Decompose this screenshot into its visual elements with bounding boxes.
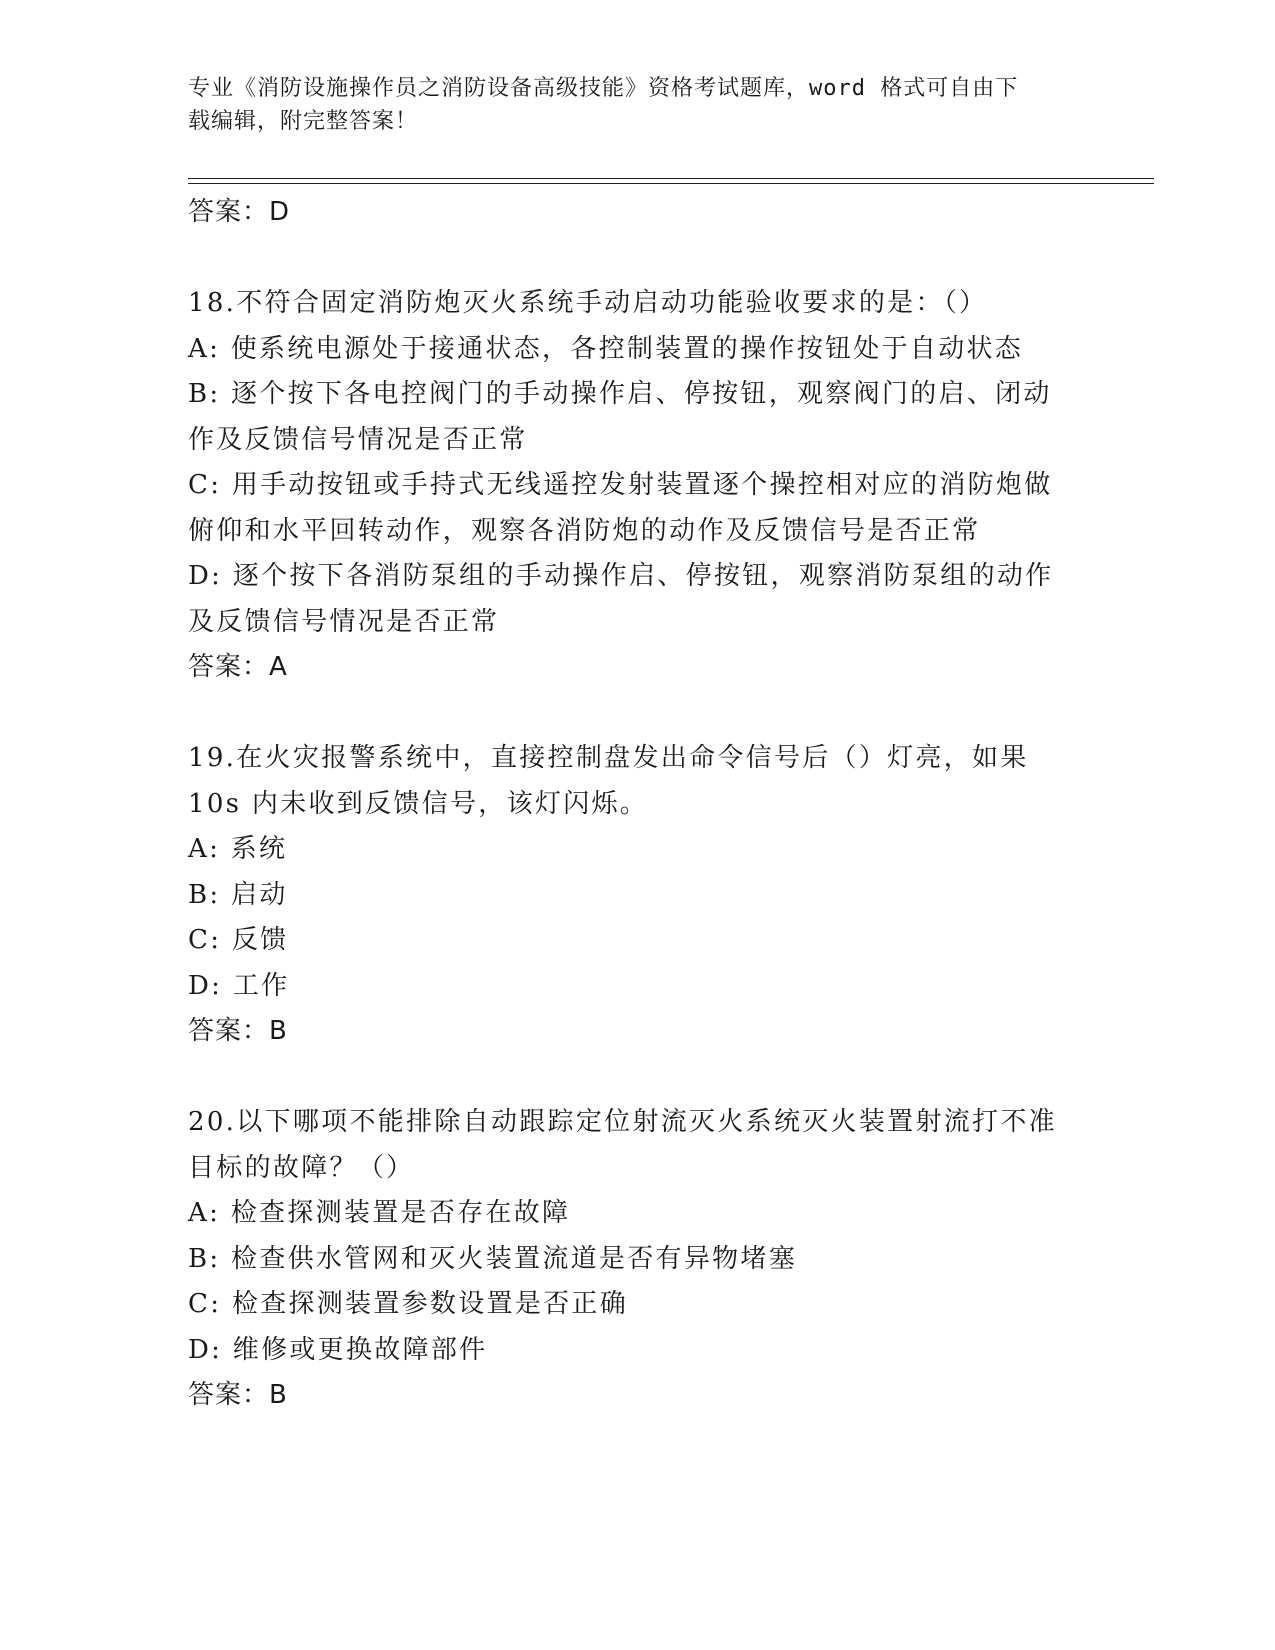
document-page: [188, 0, 1168, 1650]
question-18: [188, 281, 1068, 691]
option-d: D: 工作: [188, 970, 290, 1001]
option-c: C: 反馈: [188, 925, 289, 955]
option-a: A: 检查探测装置是否存在故障: [188, 1198, 571, 1228]
question-stem: 19.在火灾报警系统中，直接控制盘发出命令信号后（）灯亮，如果: [188, 743, 1029, 773]
option-d-cont: 及反馈信号情况是否正常: [188, 606, 500, 637]
option-d: D: 维修或更换故障部件: [188, 1334, 488, 1365]
answer-17: 答案：D: [188, 197, 291, 227]
spacer: [188, 236, 1068, 282]
document-body: [188, 190, 1068, 1419]
question-20: [188, 1100, 1068, 1419]
header-line-2: 载编辑，附完整答案！: [188, 109, 419, 134]
document-header: [188, 72, 1068, 138]
answer-20: 答案：B: [188, 1380, 288, 1410]
option-c: C: 用手动按钮或手持式无线遥控发射装置逐个操控相对应的消防炮做: [188, 470, 1053, 500]
spacer: [188, 1055, 1068, 1101]
question-stem-cont: 目标的故障？（）: [188, 1152, 415, 1183]
header-divider-top: [188, 178, 1154, 179]
option-c-cont: 俯仰和水平回转动作，观察各消防炮的动作及反馈信号是否正常: [188, 515, 981, 546]
header-divider-bottom: [188, 183, 1154, 184]
option-a: A: 系统: [188, 834, 288, 864]
option-c: C: 检查探测装置参数设置是否正确: [188, 1289, 629, 1319]
question-stem: 18.不符合固定消防炮灭火系统手动启动功能验收要求的是：（）: [188, 288, 988, 318]
option-b: B: 启动: [188, 879, 288, 910]
option-a: A: 使系统电源处于接通状态，各控制装置的操作按钮处于自动状态: [188, 333, 1024, 364]
option-b-cont: 作及反馈信号情况是否正常: [188, 424, 528, 455]
option-b: B: 逐个按下各电控阀门的手动操作启、停按钮，观察阀门的启、闭动: [188, 379, 1052, 409]
question-stem-cont: 10s 内未收到反馈信号，该灯闪烁。: [188, 788, 649, 819]
option-b: B: 检查供水管网和灭火装置流道是否有异物堵塞: [188, 1243, 798, 1274]
answer-19: 答案：B: [188, 1016, 288, 1046]
option-d: D: 逐个按下各消防泵组的手动操作启、停按钮，观察消防泵组的动作: [188, 561, 1054, 591]
answer-18: 答案：A: [188, 652, 288, 682]
question-19: [188, 736, 1068, 1055]
header-line-1: 专业《消防设施操作员之消防设备高级技能》资格考试题库，word 格式可自由下: [188, 76, 1019, 101]
spacer: [188, 691, 1068, 737]
question-stem: 20.以下哪项不能排除自动跟踪定位射流灭火系统灭火装置射流打不准: [188, 1107, 1057, 1137]
